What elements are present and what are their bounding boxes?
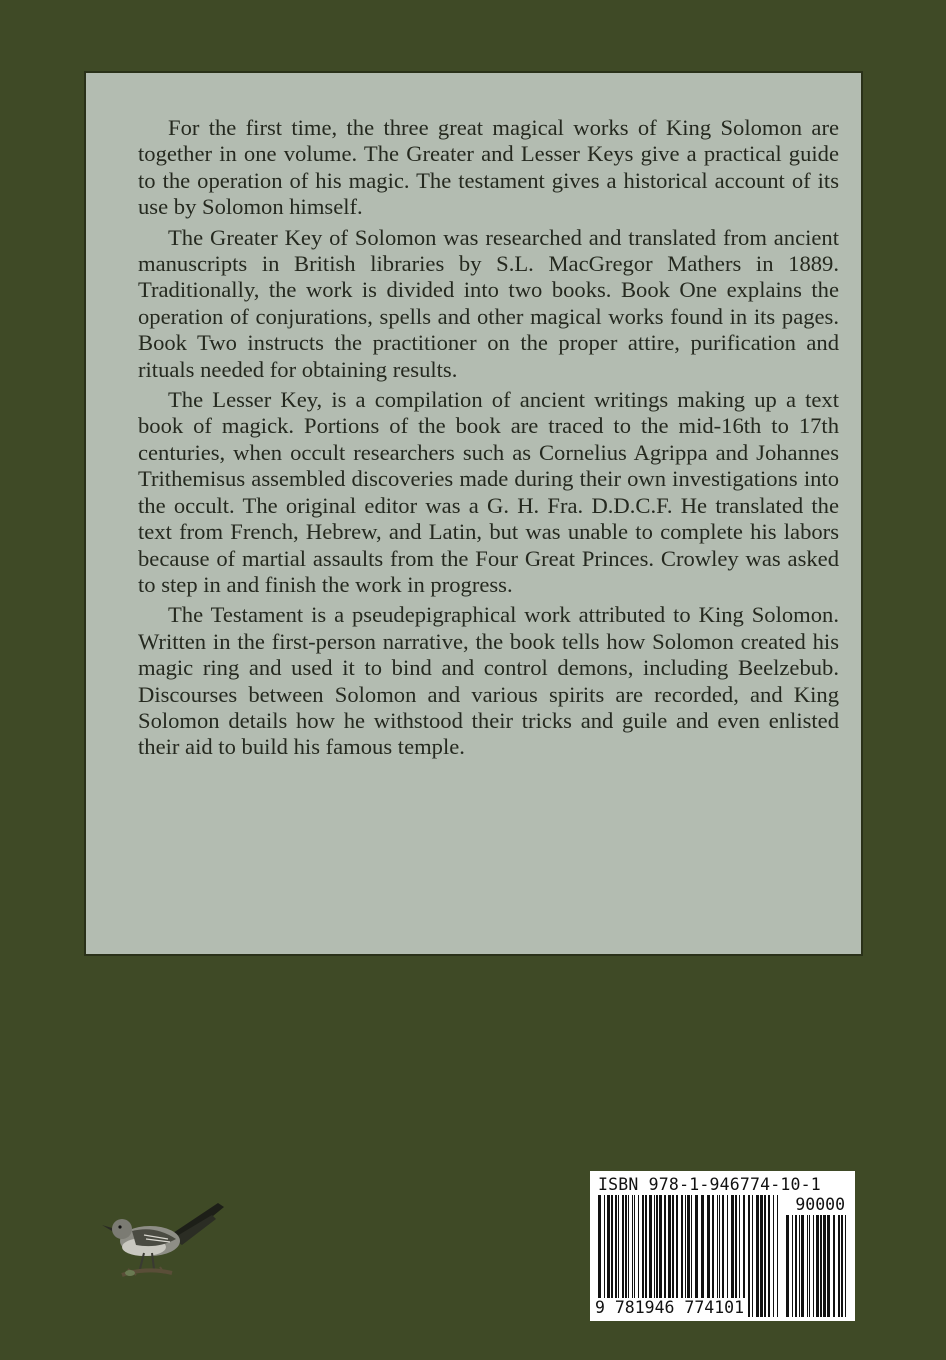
blurb-paragraph-2: The Greater Key of Solomon was researched and translated from ancient manuscripts in British libraries by S.L. MacGregor Mathers in 1889. Traditionally, the work is divided into two books. Book One explains the operation of conjurations, spells and other magical works found in its pages. Book Two instructs the practitioner on the proper attire, purification and rituals needed for obtaining results. xyxy=(138,224,839,382)
barcode-box xyxy=(590,1171,855,1321)
blurb-panel xyxy=(84,71,863,956)
blurb-paragraph-3: The Lesser Key, is a compilation of ancient writings making up a text book of magick. Portions of the book are traced to the mid-16th to 17th centuries, when occult researchers such as Cornelius Agrippa and Johannes Trithemisus assembled discoveries made during their own investigations into the occult. The original editor was a G. H. Fra. D.D.C.F. He translated the text from French, Hebrew, and Latin, but was unable to complete his labors because of martial assaults from the Four Great Princes. Crowley was asked to step in and finish the work in progress. xyxy=(138,387,839,597)
price-code: 90000 xyxy=(795,1195,845,1214)
bird-icon xyxy=(100,1195,228,1287)
blurb-paragraph-4: The Testament is a pseudepigraphical work attributed to King Solomon. Written in the first-person narrative, the book tells how Solomon created his magic ring and used it to bind and control demons, including Beelzebub. Discourses between Solomon and various spirits are recorded, and King Solomon details how he withstood their tricks and guile and even enlisted their aid to build his famous temple. xyxy=(138,602,839,760)
blurb-paragraph-1: For the first time, the three great magical works of King Solomon are together in one volume. The Greater and Lesser Keys give a practical guide to the operation of his magic. The testament gives a historical account of its use by Solomon himself. xyxy=(138,115,839,220)
isbn-text: ISBN 978-1-946774-10-1 xyxy=(598,1175,821,1194)
ean-digits: 9 781946 774101 xyxy=(595,1298,745,1317)
